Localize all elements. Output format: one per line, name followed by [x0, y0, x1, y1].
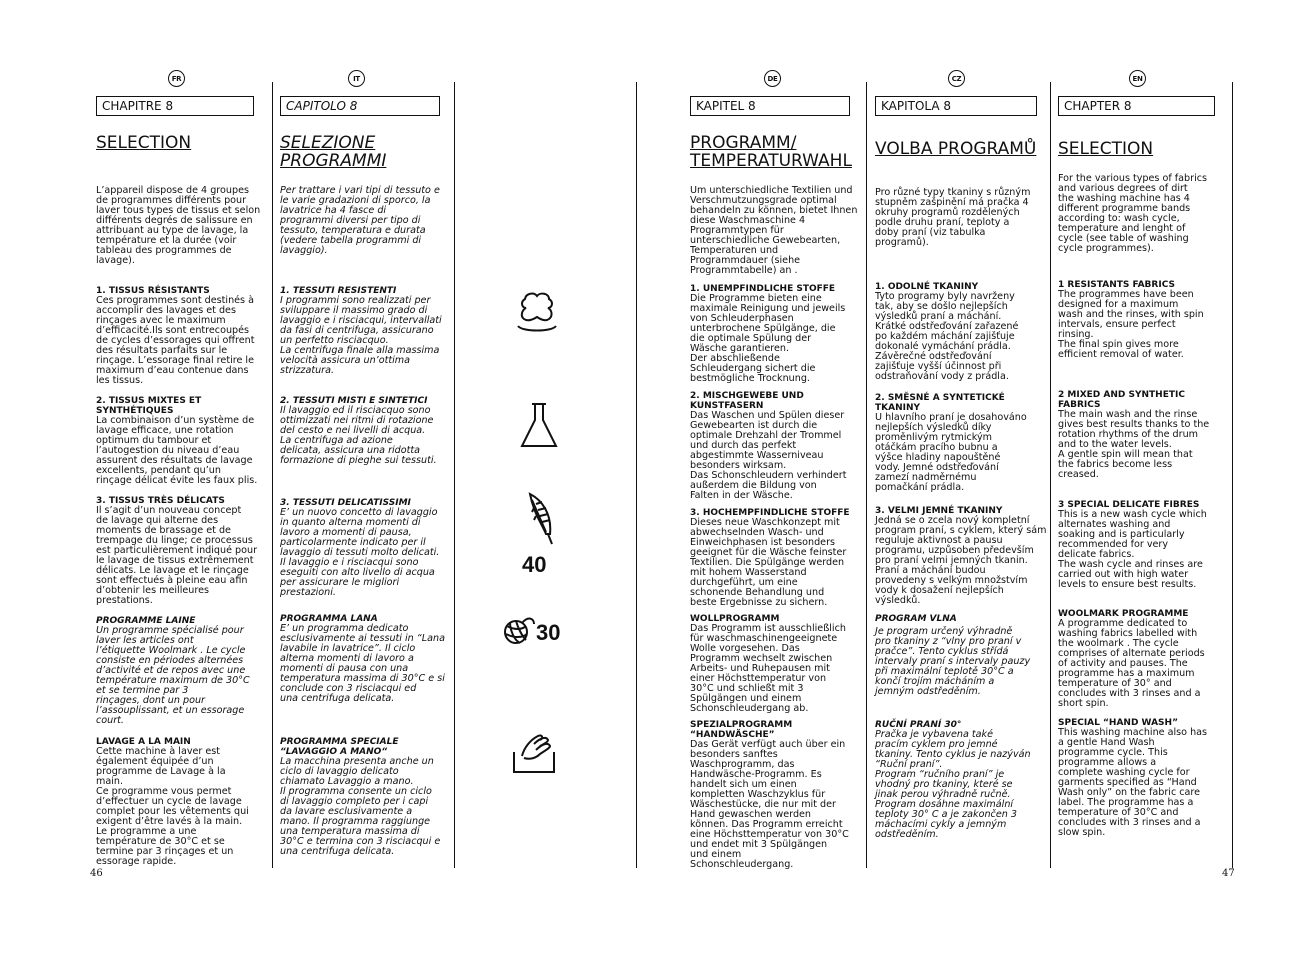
program-resistant — [280, 286, 452, 376]
program-heading: RUČNÍ PRANÍ 30° — [875, 720, 962, 730]
resistant-fabrics-icon — [512, 288, 562, 342]
program-text: U hlavního praní je dosahováno nejlepších výsledků díky proměnlivým rytmickým otáčkám pracího bubnu a výšce hladiny napouštěné vody. Jemné odstřeďování zamezí nadměrnému pomačkání prádla. — [875, 412, 1027, 493]
chapter-heading: CHAPITRE 8 — [96, 96, 254, 116]
program-text: E’ un nuovo concetto di lavaggio in quanto alterna momenti di lavoro a momenti di pausa, particolarmente indicato per il lavaggio di tessuti molto delicati. Il lavaggio e i risciacqui sono eseguiti con alto livello di acqua per assicurare le migliori prestazioni. — [280, 507, 440, 598]
program-text: La macchina presenta anche un ciclo di lavaggio delicato chiamato Lavaggio a mano. Il programma consente un ciclo di lavaggio completo per i capi da lavare esclusivamente a mano. Il programma raggiunge una temperatura massima di 30°C e termina con 3 risciacqui e una centrifuga delicata. — [280, 756, 441, 857]
program-text: Un programme spécialisé pour laver les articles ont l’étiquette Woolmark . Le cycle consiste en périodes alternées d’activité et de repos avec une température maximum de 30°C et se termine par 3 rinçages, dont un pour l’assouplissant, et un essorage court. — [96, 625, 250, 726]
intro-text — [690, 186, 862, 276]
program-heading: 3. VELMI JEMNÉ TKANINY — [875, 506, 1003, 516]
program-delicate — [96, 496, 268, 606]
rule-3 — [636, 82, 637, 868]
hand-wash-icon — [510, 728, 558, 780]
lang-badge-en: EN — [1129, 70, 1146, 87]
program-heading: WOLLPROGRAMM — [690, 614, 780, 624]
program-text: The main wash and the rinse gives best results thanks to the rotation rhythms of the drum and to the water levels. A gentle spin will mean that the fabrics become less creased. — [1058, 409, 1210, 480]
program-text: Das Waschen und Spülen dieser Gewebearten ist durch die optimale Drehzahl der Trommel und durch das perfekt abgestimmte Wasserniveau besonders wirksam. Das Schonschleudern verhindert außerdem die Bildung von Falten in der Wäsche. — [690, 410, 847, 501]
program-delicate — [1058, 500, 1230, 590]
program-wool — [875, 614, 1047, 697]
rule-5 — [1050, 82, 1051, 868]
column-en — [1058, 96, 1230, 876]
program-text: E’ un programma dedicato esclusivamente ai tessuti in “Lana lavabile in lavatrice”. Il ciclo alterna momenti di lavoro a momenti di pausa con una temperatura massima di 30°C e si conclude con 3 risciacqui ed una centrifuga delicata. — [280, 623, 445, 704]
program-text: A programme dedicated to washing fabrics labelled with the woolmark . The cycle comprises of alternate periods of activity and pauses. The programme has a maximum temperature of 30° and concludes with 3 rinses and a short spin. — [1058, 618, 1205, 709]
program-text: Die Programme bieten eine maximale Reinigung und jeweils von Schleuderphasen unterbrochene Spülgänge, die die optimale Spülung der Wäsche garantieren. Der abschließende Schleudergang sichert die bestmögliche Trocknung. — [690, 293, 846, 384]
program-wool — [690, 614, 862, 714]
program-heading: 3. TISSUS TRÈS DÉLICATS — [96, 496, 225, 506]
page-number-right: 47 — [1222, 868, 1235, 879]
delicate-feather-icon — [522, 490, 558, 550]
rule-6 — [1232, 82, 1233, 868]
program-heading: 3. HOCHEMPFINDLICHE STOFFE — [690, 508, 850, 518]
program-heading: WOOLMARK PROGRAMME — [1058, 609, 1189, 619]
page-number-left: 46 — [90, 868, 103, 879]
program-heading: SPEZIALPROGRAMM “HANDWÄSCHE” — [690, 720, 793, 740]
program-heading: LAVAGE A LA MAIN — [96, 737, 191, 747]
intro-text — [280, 186, 452, 256]
program-text: Dieses neue Waschkonzept mit abwechselnden Wasch- und Einweichphasen ist besonders geeignet für die Wäsche feinster Textilien. Die Spülgänge werden mit hohem Wasserstand durchgeführt, um eine schonende Behandlung und beste Ergebnisse zu sichern. — [690, 517, 847, 608]
program-mixed — [875, 393, 1047, 493]
column-fr — [96, 96, 268, 876]
program-heading: 1. TESSUTI RESISTENTI — [280, 286, 397, 296]
program-mixed — [280, 396, 452, 466]
program-text: The programmes have been designed for a maximum wash and the rinses, with spin intervals, ensure perfect rinsing. The final spin gives more efficient removal of water. — [1058, 289, 1204, 360]
section-title: SELEZIONE PROGRAMMI — [280, 133, 387, 171]
lang-badge-cz: CZ — [948, 70, 965, 87]
rule-2 — [454, 82, 455, 868]
program-mixed — [1058, 390, 1230, 480]
program-heading: 1 RESISTANTS FABRICS — [1058, 280, 1175, 290]
program-text: Jedná se o zcela nový kompletní program praní, s cyklem, který sám reguluje aktivnost a pausu programu, uzpůsoben především pro praní velmi jemných tkanin. Praní a máchání budou provedeny s velkým množstvím vody k dosažení nejlepších výsledků. — [875, 515, 1047, 606]
intro-paragraph: L’appareil dispose de 4 groupes de programmes différents pour laver tous types de tissus et selon différents degrés de salissure en attribuant au type de lavage, la température et la durée (voir tableau des programmes de lavage). — [96, 185, 261, 266]
lang-badge-it: IT — [348, 70, 365, 87]
program-text: Il lavaggio ed il risciacquo sono ottimizzati nei ritmi di rotazione del cesto e nei livelli di acqua. La centrifuga ad azione delicata, assicura una ridotta formazione di pieghe sui tessuti. — [280, 405, 437, 466]
intro-text — [96, 186, 268, 266]
lang-badge-fr: FR — [168, 70, 185, 87]
lang-badge-de: DE — [764, 70, 781, 87]
program-heading: SPECIAL “HAND WASH” — [1058, 718, 1178, 728]
program-heading: PROGRAMMA LANA — [280, 614, 378, 624]
rule-4 — [866, 82, 867, 868]
program-text: Tyto programy byly navrženy tak, aby se došlo nejlepších výsledků praní a máchání. Krátké odstřeďování zařazené po každém máchání zajišťuje dokonalé vymáchání prádla. Závěrečné odstřeďování zajišťuje vyšší účinnost při odstraňování vody z prádla. — [875, 291, 1019, 382]
program-text: This washing machine also has a gentle Hand Wash programme cycle. This programme allows a complete washing cycle for garments specified as “Hand Wash only” on the fabric care label. The programme has a temperature of 30°C and concludes with 3 rinses and a slow spin. — [1058, 727, 1208, 838]
intro-text — [1058, 174, 1230, 254]
program-handwash — [280, 737, 452, 857]
program-resistant — [875, 282, 1047, 382]
program-heading: 3. TESSUTI DELICATISSIMI — [280, 498, 411, 508]
program-delicate — [875, 506, 1047, 606]
chapter-heading: KAPITOLA 8 — [875, 96, 1037, 116]
section-title: SELECTION — [1058, 139, 1154, 159]
chapter-heading: CAPITOLO 8 — [280, 96, 440, 116]
intro-paragraph: Per trattare i vari tipi di tessuto e le varie gradazioni di sporco, la lavatrice ha 4 fasce di programmi diversi per tipo di tessuto, temperatura e durata (vedere tabella programmi di lavaggio). — [280, 185, 440, 256]
program-handwash — [96, 737, 268, 867]
program-handwash — [690, 720, 862, 870]
program-text: This is a new wash cycle which alternates washing and soaking and is particularly recommended for very delicate fabrics. The wash cycle and rinses are carried out with high water levels to ensure best results. — [1058, 509, 1207, 590]
program-heading: PROGRAMME LAINE — [96, 616, 196, 626]
program-handwash — [875, 720, 1047, 840]
intro-paragraph: Pro různé typy tkaniny s různým stupněm zašpinění má pračka 4 okruhy programů rozdělených podle druhu praní, teploty a doby praní (viz tabulka programů). — [875, 187, 1031, 248]
program-text: La combinaison d’un système de lavage efficace, une rotation optimum du tambour et l’autogestion du niveau d’eau assurent des résultats de lavage excellents, pendant qu’un rinçage délicat évite les faux plis. — [96, 415, 258, 486]
program-heading: PROGRAM VLNA — [875, 614, 957, 624]
program-text: Ces programmes sont destinés à accomplir des lavages et des rinçages avec le maximum d’efficacité.Ils sont entrecoupés de cycles d’essorages qui offrent des résultats parfaits sur le rinçage. L’essorage final retire le maximum d’eau contenue dans les tissus. — [96, 295, 255, 386]
program-heading: PROGRAMMA SPECIALE “LAVAGGIO A MANO“ — [280, 737, 399, 757]
program-wool — [280, 614, 452, 704]
wool-yarn-icon — [500, 614, 536, 652]
wool-temperature: 30 — [536, 620, 561, 645]
program-heading: 1. UNEMPFINDLICHE STOFFE — [690, 284, 836, 294]
program-handwash — [1058, 718, 1230, 838]
program-heading: 1. TISSUS RÉSISTANTS — [96, 286, 210, 296]
program-wool — [96, 616, 268, 726]
delicate-temperature: 40 — [522, 552, 547, 577]
program-heading: 2 MIXED AND SYNTHETIC FABRICS — [1058, 390, 1185, 410]
program-text: Pračka je vybavena také pracím cyklem pro jemné tkaniny. Tento cyklus je nazýván “Ruční praní”. Program “ručního praní” je vhodný pro tkaniny, které se jinak perou výhradně ručně. Program dosáhne maximální teploty 30° C a je zakončen 3 máchacími cykly a jemným odstředěním. — [875, 729, 1031, 840]
column-de — [690, 96, 862, 876]
program-text: Das Gerät verfügt auch über ein besonders sanftes Waschprogramm, das Handwäsche-Programm. Es handelt sich um einen kompletten Waschzyklus für Wäschestücke, die nur mit der Hand gewaschen werden können. Das Programm erreicht eine Höchsttemperatur von 30°C und endet mit 3 Spülgängen und einem Schonschleudergang. — [690, 739, 849, 870]
program-heading: 2. MISCHGEWEBE UND KUNSTFASERN — [690, 391, 804, 411]
intro-text — [875, 188, 1047, 248]
program-text: Das Programm ist ausschließlich für waschmaschinengeeignete Wolle vorgesehen. Das Programm wechselt zwischen Arbeits- und Ruhepausen mit einer Höchsttemperatur von 30°C und schließt mit 3 Spülgängen und einem Schonschleudergang ab. — [690, 623, 846, 714]
intro-paragraph: For the various types of fabrics and various degrees of dirt the washing machine has 4 different programme bands according to: wash cycle, temperature and lenght of cycle (see table of washing cycle programmes). — [1058, 173, 1208, 254]
chapter-heading: KAPITEL 8 — [690, 96, 850, 116]
program-heading: 1. ODOLNÉ TKANINY — [875, 282, 979, 292]
program-text: I programmi sono realizzati per sviluppare il massimo grado di lavaggio e i risciacqui, intervallati da fasi di centrifuga, assicurano un perfetto risciacquo. La centrifuga finale alla massima velocità assicura un’ottima strizzatura. — [280, 295, 442, 376]
intro-paragraph: Um unterschiedliche Textilien und Verschmutzungsgrade optimal behandeln zu können, bietet Ihnen diese Waschmaschine 4 Programmtypen für unterschiedliche Gewebearten, Temperaturen und Programmdauer (siehe Programmtabelle) an . — [690, 185, 858, 276]
column-cz — [875, 96, 1047, 876]
section-title: PROGRAMM/ TEMPERATURWAHL — [690, 133, 852, 171]
chapter-heading: CHAPTER 8 — [1058, 96, 1215, 116]
program-heading: 2. TESSUTI MISTI E SINTETICI — [280, 396, 428, 406]
program-mixed — [96, 396, 268, 486]
program-resistant — [96, 286, 268, 386]
program-wool — [1058, 609, 1230, 709]
program-text: Cette machine à laver est également équipée d’un programme de Lavage à la main. Ce programme vous permet d’effectuer un cycle de lavage complet pour les vêtements qui exigent d’être lavés à la main. Le programme a une température de 30°C et se termine par 3 rinçages et un essorage rapide. — [96, 746, 249, 867]
rule-1 — [272, 82, 273, 868]
program-heading: 3 SPECIAL DELICATE FIBRES — [1058, 500, 1200, 510]
program-heading: 2. TISSUS MIXTES ET SYNTHÉTIQUES — [96, 396, 202, 416]
program-resistant — [1058, 280, 1230, 360]
section-title: SELECTION — [96, 133, 192, 153]
program-mixed — [690, 391, 862, 501]
program-resistant — [690, 284, 862, 384]
section-title: VOLBA PROGRAMŮ — [875, 139, 1037, 159]
program-delicate — [690, 508, 862, 608]
program-text: Je program určený výhradně pro tkaniny z “vlny pro praní v pračce”. Tento cyklus střídá intervaly praní s intervaly pauzy při maximální teplotě 30°C a končí trojím mácháním a jemným odstředěním. — [875, 626, 1031, 697]
column-it — [280, 96, 452, 876]
program-text: Il s’agit d’un nouveau concept de lavage qui alterne des moments de brassage et de trempage du linge; ce processus est particulièrement indiqué pour le lavage de tissus extrêmement délicats. Le lavage et le rinçage sont effectués à pleine eau afin d’obtenir les meilleures prestations. — [96, 505, 258, 606]
program-delicate — [280, 498, 452, 598]
mixed-synthetic-icon — [516, 400, 562, 456]
program-heading: 2. SMĚSNÉ A SYNTETICKÉ TKANINY — [875, 393, 1005, 413]
